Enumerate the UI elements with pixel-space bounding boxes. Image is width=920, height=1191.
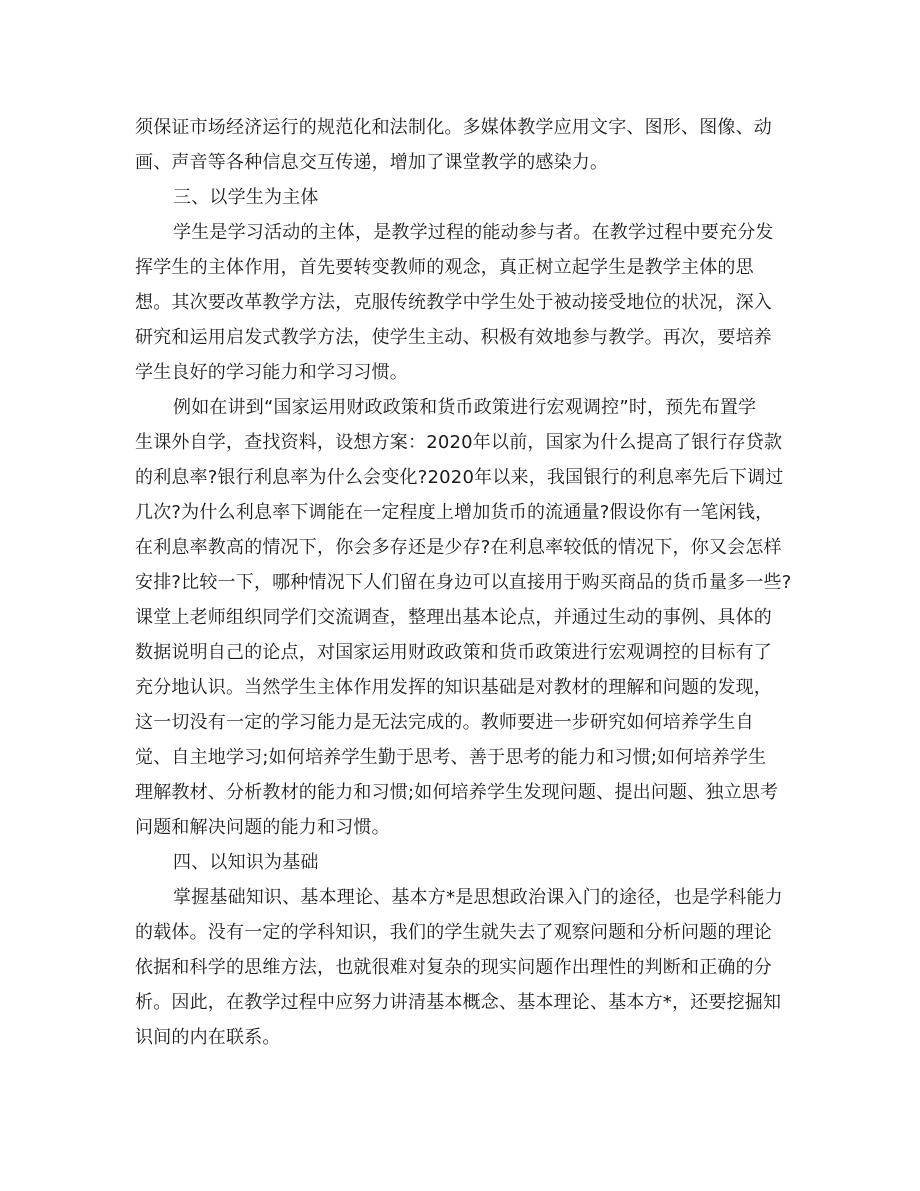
- body-text-line: 课堂上老师组织同学们交流调查，整理出基本论点，并通过生动的事例、具体的: [135, 607, 772, 628]
- body-text-line: 学生良好的学习能力和学习习惯。: [135, 362, 408, 383]
- section-heading: 三、以学生为主体: [173, 187, 319, 208]
- body-text-line: 充分地认识。当然学生主体作用发挥的知识基础是对教材的理解和问题的发现，: [135, 677, 772, 698]
- body-text-line: 依据和科学的思维方法，也就很难对复杂的现实问题作出理性的判断和正确的分: [135, 957, 772, 978]
- body-text-line: 在利息率教高的情况下，你会多存还是少存?在利息率较低的情况下，你又会怎样: [135, 537, 782, 558]
- body-text-line: 这一切没有一定的学习能力是无法完成的。教师要进一步研究如何培养学生自: [135, 712, 754, 733]
- body-text-line: 问题和解决问题的能力和习惯。: [135, 817, 390, 838]
- body-text-line: 析。因此，在教学过程中应努力讲清基本概念、基本理论、基本方*，还要挖掘知: [135, 992, 782, 1013]
- body-text-line: 的载体。没有一定的学科知识，我们的学生就失去了观察问题和分析问题的理论: [135, 922, 772, 943]
- body-text-line: 识间的内在联系。: [135, 1027, 281, 1048]
- body-text-line: 生课外自学，查找资料，设想方案：2020年以前，国家为什么提高了银行存贷款: [135, 432, 783, 453]
- body-text-line: 研究和运用启发式教学方法，使学生主动、积极有效地参与教学。再次，要培养: [135, 327, 772, 348]
- body-text-line: 数据说明自己的论点，对国家运用财政政策和货币政策进行宏观调控的目标有了: [135, 642, 772, 663]
- body-text-line: 例如在讲到“国家运用财政政策和货币政策进行宏观调控”时，预先布置学: [173, 397, 757, 418]
- section-heading: 四、以知识为基础: [173, 852, 319, 873]
- body-text-line: 的利息率?银行利息率为什么会变化?2020年以来，我国银行的利息率先后下调过: [135, 467, 784, 488]
- body-text-line: 掌握基础知识、基本理论、基本方*是思想政治课入门的途径，也是学科能力: [173, 887, 783, 908]
- body-text-line: 安排?比较一下，哪种情况下人们留在身边可以直接用于购买商品的货币量多一些?: [135, 572, 792, 593]
- body-text-line: 想。其次要改革教学方法，克服传统教学中学生处于被动接受地位的状况，深入: [135, 292, 772, 313]
- body-text-line: 理解教材、分析教材的能力和习惯;如何培养学生发现问题、提出问题、独立思考: [135, 782, 779, 803]
- body-text-line: 学生是学习活动的主体，是教学过程的能动参与者。在教学过程中要充分发: [173, 222, 774, 243]
- body-text-line: 几次?为什么利息率下调能在一定程度上增加货币的流通量?假设你有一笔闲钱，: [135, 502, 774, 523]
- body-text-line: 挥学生的主体作用，首先要转变教师的观念，真正树立起学生是教学主体的思: [135, 257, 754, 278]
- body-text-line: 画、声音等各种信息交互传递，增加了课堂教学的感染力。: [135, 152, 609, 173]
- body-text-line: 须保证市场经济运行的规范化和法制化。多媒体教学应用文字、图形、图像、动: [135, 117, 772, 138]
- body-text-line: 觉、自主地学习;如何培养学生勤于思考、善于思考的能力和习惯;如何培养学生: [135, 747, 767, 768]
